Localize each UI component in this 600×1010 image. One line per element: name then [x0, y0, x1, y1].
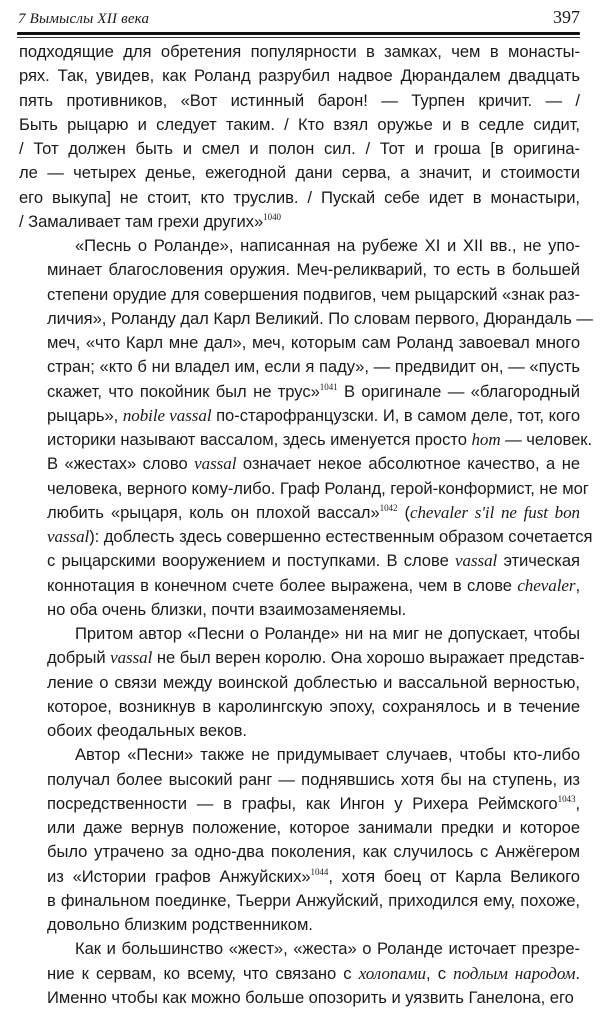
italic-term: подлым народом: [453, 963, 576, 983]
text-line: [19, 40, 580, 64]
text-run: историки называют вассалом, здесь именуется просто: [47, 430, 472, 449]
text-run: обоих феодальных веков.: [47, 721, 247, 740]
body-text: [19, 40, 593, 1010]
footnote-ref: 1043: [557, 793, 576, 804]
footnote-ref: 1042: [379, 502, 398, 513]
header-rule-thin: [17, 37, 580, 38]
text-line: [19, 695, 580, 719]
text-line: [19, 525, 593, 549]
text-run: добрый: [47, 648, 111, 668]
text-line: [19, 186, 580, 210]
text-run: , с: [425, 963, 454, 983]
paragraph: [19, 234, 593, 622]
text-run: Автор «Песни» также не придумывает случаев, чтобы кто-либо: [75, 745, 580, 765]
paragraph: [19, 743, 580, 937]
italic-term: nobile vassal: [122, 405, 212, 425]
text-run: этическая: [497, 551, 580, 571]
paragraph: [19, 40, 580, 234]
text-line: [19, 404, 580, 428]
text-line: [19, 331, 580, 355]
text-line: [19, 137, 580, 161]
text-line: [19, 622, 580, 646]
text-line: [19, 986, 580, 1010]
italic-term: vassal: [110, 648, 153, 668]
text-run: ние к сервам, ко всему, что связано с: [47, 963, 359, 983]
text-run: ): доблесть здесь совершенно естественным образом сочетается: [89, 527, 593, 546]
paragraph: [19, 937, 580, 1010]
text-run: его выкупа] не стоит, кто труслив. / Пускай себе идет в монастыри,: [19, 187, 580, 207]
text-run: коннотация в конечном счете более выражена, чем в слове: [47, 575, 518, 595]
text-line: [19, 501, 580, 525]
text-run: Быть рыцарю и следует таким. / Кто взял оружье и в седле сидит,: [19, 114, 580, 134]
footnote-ref: 1041: [319, 381, 338, 392]
text-run: означает некое абсолютное качество, а не: [236, 454, 581, 474]
text-run: посредственности — в графы, как Ингон у Рихера Реймского: [47, 793, 558, 813]
text-line: [19, 840, 580, 864]
text-run: подходящие для обретения популярности в замках, чем в монасты-: [19, 42, 580, 61]
text-run: стран; «кто б ни владел им, если я паду», — предвидит он, — «пусть: [47, 357, 580, 377]
text-line: [19, 64, 580, 88]
text-line: [19, 598, 580, 622]
paragraph: [19, 622, 585, 743]
text-run: человека, верного кому-либо. Граф Роланд, герой-конформист, не мог: [47, 478, 589, 498]
text-run: было утрачено за одно-два поколения, как случилось с Анжёгером: [47, 842, 580, 862]
italic-term: vassal: [194, 454, 237, 474]
text-run: (: [397, 502, 410, 522]
running-title: 7 Вымыслы XII века: [18, 11, 150, 27]
text-line: [19, 743, 580, 767]
text-line: [19, 161, 580, 185]
text-line: [19, 113, 580, 137]
text-run: ,: [575, 575, 580, 595]
text-line: [19, 889, 580, 913]
text-line: [19, 428, 593, 452]
text-run: .: [575, 963, 580, 983]
footnote-ref: 1040: [263, 211, 281, 222]
text-line: [19, 574, 580, 598]
header-rule-thick: [17, 32, 580, 35]
text-run: рыцарь»,: [47, 405, 123, 425]
text-run: ле — четырех денье, ежегодной дани серва, а значит, и стоимости: [19, 163, 580, 183]
text-line: [19, 258, 580, 282]
text-run: любить «рыцаря, коль он плохой вассал»: [47, 502, 380, 522]
text-run: Именно чтобы как можно больше опозорить и уязвить Ганелона, его: [47, 987, 574, 1007]
italic-term: chevaler s'il ne fust bon: [409, 502, 580, 522]
text-line: [19, 380, 580, 404]
text-line: [19, 283, 580, 307]
text-line: [19, 646, 585, 670]
text-line: [19, 768, 580, 792]
text-run: / Замаливает там грехи других»: [19, 211, 264, 231]
text-line: [19, 452, 580, 476]
text-run: не был верен королю. Она хорошо выражает представ-: [152, 648, 585, 668]
text-run: Как и большинство «жест», «жеста» о Роланде источает презре-: [75, 939, 580, 959]
text-run: меч, «что Карл мне дал», меч, которым сам Роланд завоевал много: [47, 333, 580, 352]
text-line: [19, 89, 580, 113]
text-line: [19, 671, 580, 695]
italic-term: vassal: [455, 551, 498, 571]
italic-term: холопами: [358, 963, 426, 983]
text-run: рях. Так, увидев, как Роланд разрубил надвое Дюрандалем двадцать: [19, 66, 580, 86]
text-line: [19, 937, 580, 961]
text-run: минает благословения оружия. Меч-реликварий, то есть в большей: [47, 260, 580, 280]
text-run: «Песнь о Роланде», написанная на рубеже XI и XII вв., не упо-: [75, 236, 580, 255]
text-run: — человек.: [500, 430, 593, 449]
text-run: ,: [575, 793, 580, 813]
text-run: которое, возникнув в каролингскую эпоху, сохранялось и в течение: [47, 696, 580, 716]
text-line: [19, 816, 580, 840]
text-line: [19, 307, 593, 331]
text-line: [19, 719, 580, 743]
text-line: [19, 234, 580, 258]
italic-term: chevaler: [517, 575, 576, 595]
text-run: с рыцарскими вооружением и поступками. В слове: [47, 551, 455, 571]
text-run: из «Истории графов Анжуйских»: [47, 866, 311, 886]
text-run: или даже вернув положение, которое занимали предки и которое: [47, 818, 580, 837]
running-header: [18, 6, 580, 28]
italic-term: vassal: [47, 527, 90, 546]
text-line: [19, 549, 580, 573]
italic-term: hom: [471, 430, 501, 449]
text-line: [19, 962, 580, 986]
text-run: в финальном поединке, Тьерри Анжуйский, приходился ему, похоже,: [47, 890, 580, 910]
text-line: [19, 477, 589, 501]
text-line: [19, 913, 580, 937]
footnote-ref: 1044: [310, 866, 329, 877]
text-run: пять противников, «Вот истинный барон! — Турпен кричит. — /: [19, 90, 580, 110]
text-run: но оба очень близки, почти взаимозаменяемы.: [47, 599, 407, 619]
page-number: 397: [553, 7, 580, 27]
text-run: довольно близким родственником.: [47, 915, 313, 934]
text-line: [19, 865, 580, 889]
text-line: [19, 792, 580, 816]
text-run: по-старофранцузски. И, в самом деле, тот, кого: [211, 405, 580, 425]
text-run: степени орудие для совершения подвигов, чем рыцарский «знак раз-: [47, 284, 580, 304]
text-run: получал более высокий ранг — поднявшись хотя бы на ступень, из: [47, 769, 580, 789]
text-run: скажет, что покойник был не трус»: [47, 381, 320, 401]
text-run: Притом автор «Песни о Роланде» ни на миг не допускает, чтобы: [75, 624, 580, 643]
text-run: / Тот должен быть и смел и полон сил. / Тот и гроша [в оригина-: [19, 139, 580, 158]
text-run: В оригинале — «благородный: [337, 381, 580, 401]
text-line: [19, 355, 580, 379]
text-run: личия», Роланду дал Карл Великий. По словам первого, Дюрандаль —: [47, 308, 593, 328]
text-run: В «жестах» слово: [47, 454, 195, 474]
text-run: ление о связи между воинской доблестью и вассальной верностью,: [47, 672, 580, 692]
text-run: , хотя боец от Карла Великого: [328, 866, 580, 886]
text-line: [19, 210, 580, 234]
